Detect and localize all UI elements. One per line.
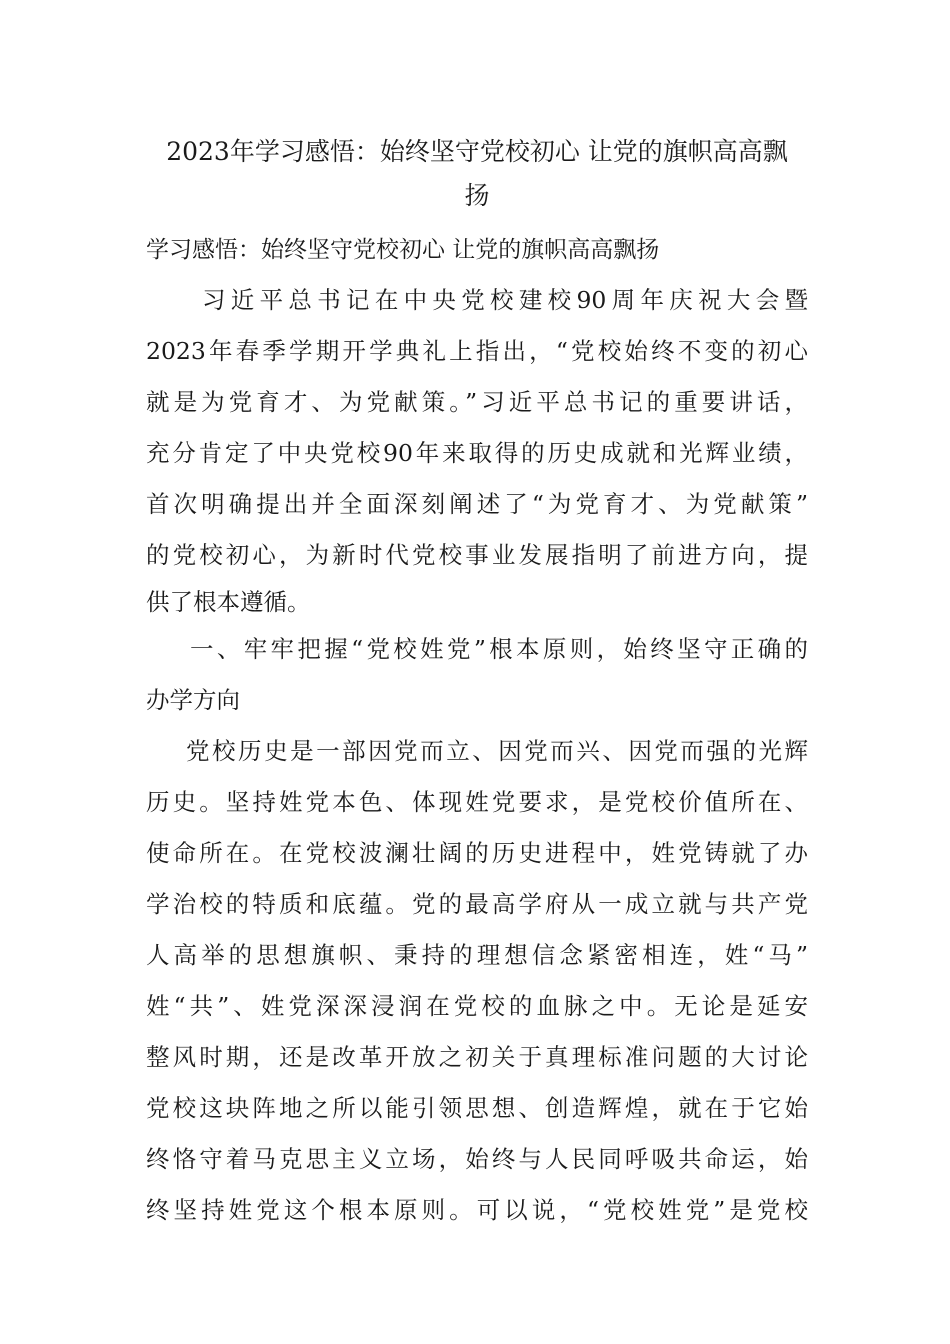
paragraph-2-line: 人高举的思想旗帜、秉持的理想信念紧密相连，姓“马” — [146, 941, 808, 969]
paragraph-1-line: 的党校初心，为新时代党校事业发展指明了前进方向，提 — [146, 541, 808, 569]
paragraph-2-line: 党校历史是一部因党而立、因党而兴、因党而强的光辉 — [186, 737, 808, 765]
paragraph-2-line: 党校这块阵地之所以能引领思想、创造辉煌，就在于它始 — [146, 1094, 808, 1122]
paragraph-1-line: 就是为党育才、为党献策。”习近平总书记的重要讲话， — [146, 388, 808, 416]
paragraph-1-line: 2023年春季学期开学典礼上指出，“党校始终不变的初心 — [146, 337, 808, 365]
paragraph-1-line: 供了根本遵循。 — [146, 588, 311, 616]
document-subtitle: 学习感悟：始终坚守党校初心 让党的旗帜高高飘扬 — [146, 237, 660, 263]
paragraph-2-line: 整风时期，还是改革开放之初关于真理标准问题的大讨论 — [146, 1043, 808, 1071]
paragraph-2-line: 学治校的特质和底蕴。党的最高学府从一成立就与共产党 — [146, 890, 808, 918]
paragraph-2-line: 使命所在。在党校波澜壮阔的历史进程中，姓党铸就了办 — [146, 839, 808, 867]
paragraph-1-line: 习近平总书记在中央党校建校90周年庆祝大会暨 — [202, 286, 808, 314]
paragraph-1-line: 首次明确提出并全面深刻阐述了“为党育才、为党献策” — [146, 490, 808, 518]
paragraph-2-line: 历史。坚持姓党本色、体现姓党要求，是党校价值所在、 — [146, 788, 808, 816]
section-heading-line: 办学方向 — [146, 686, 240, 714]
title-line-2: 扬 — [464, 181, 490, 210]
document-title — [146, 130, 808, 218]
paragraph-2-line: 终恪守着马克思主义立场，始终与人民同呼吸共命运，始 — [146, 1145, 808, 1173]
title-line-1: 2023年学习感悟：始终坚守党校初心 让党的旗帜高高飘 — [166, 137, 788, 166]
paragraph-1-line: 充分肯定了中央党校90年来取得的历史成就和光辉业绩， — [146, 439, 808, 467]
paragraph-2-line: 终坚持姓党这个根本原则。可以说，“党校姓党”是党校 — [146, 1196, 808, 1224]
paragraph-2-line: 姓“共”、姓党深深浸润在党校的血脉之中。无论是延安 — [146, 992, 808, 1020]
section-heading-line: 一、牢牢把握“党校姓党”根本原则，始终坚守正确的 — [190, 635, 808, 663]
